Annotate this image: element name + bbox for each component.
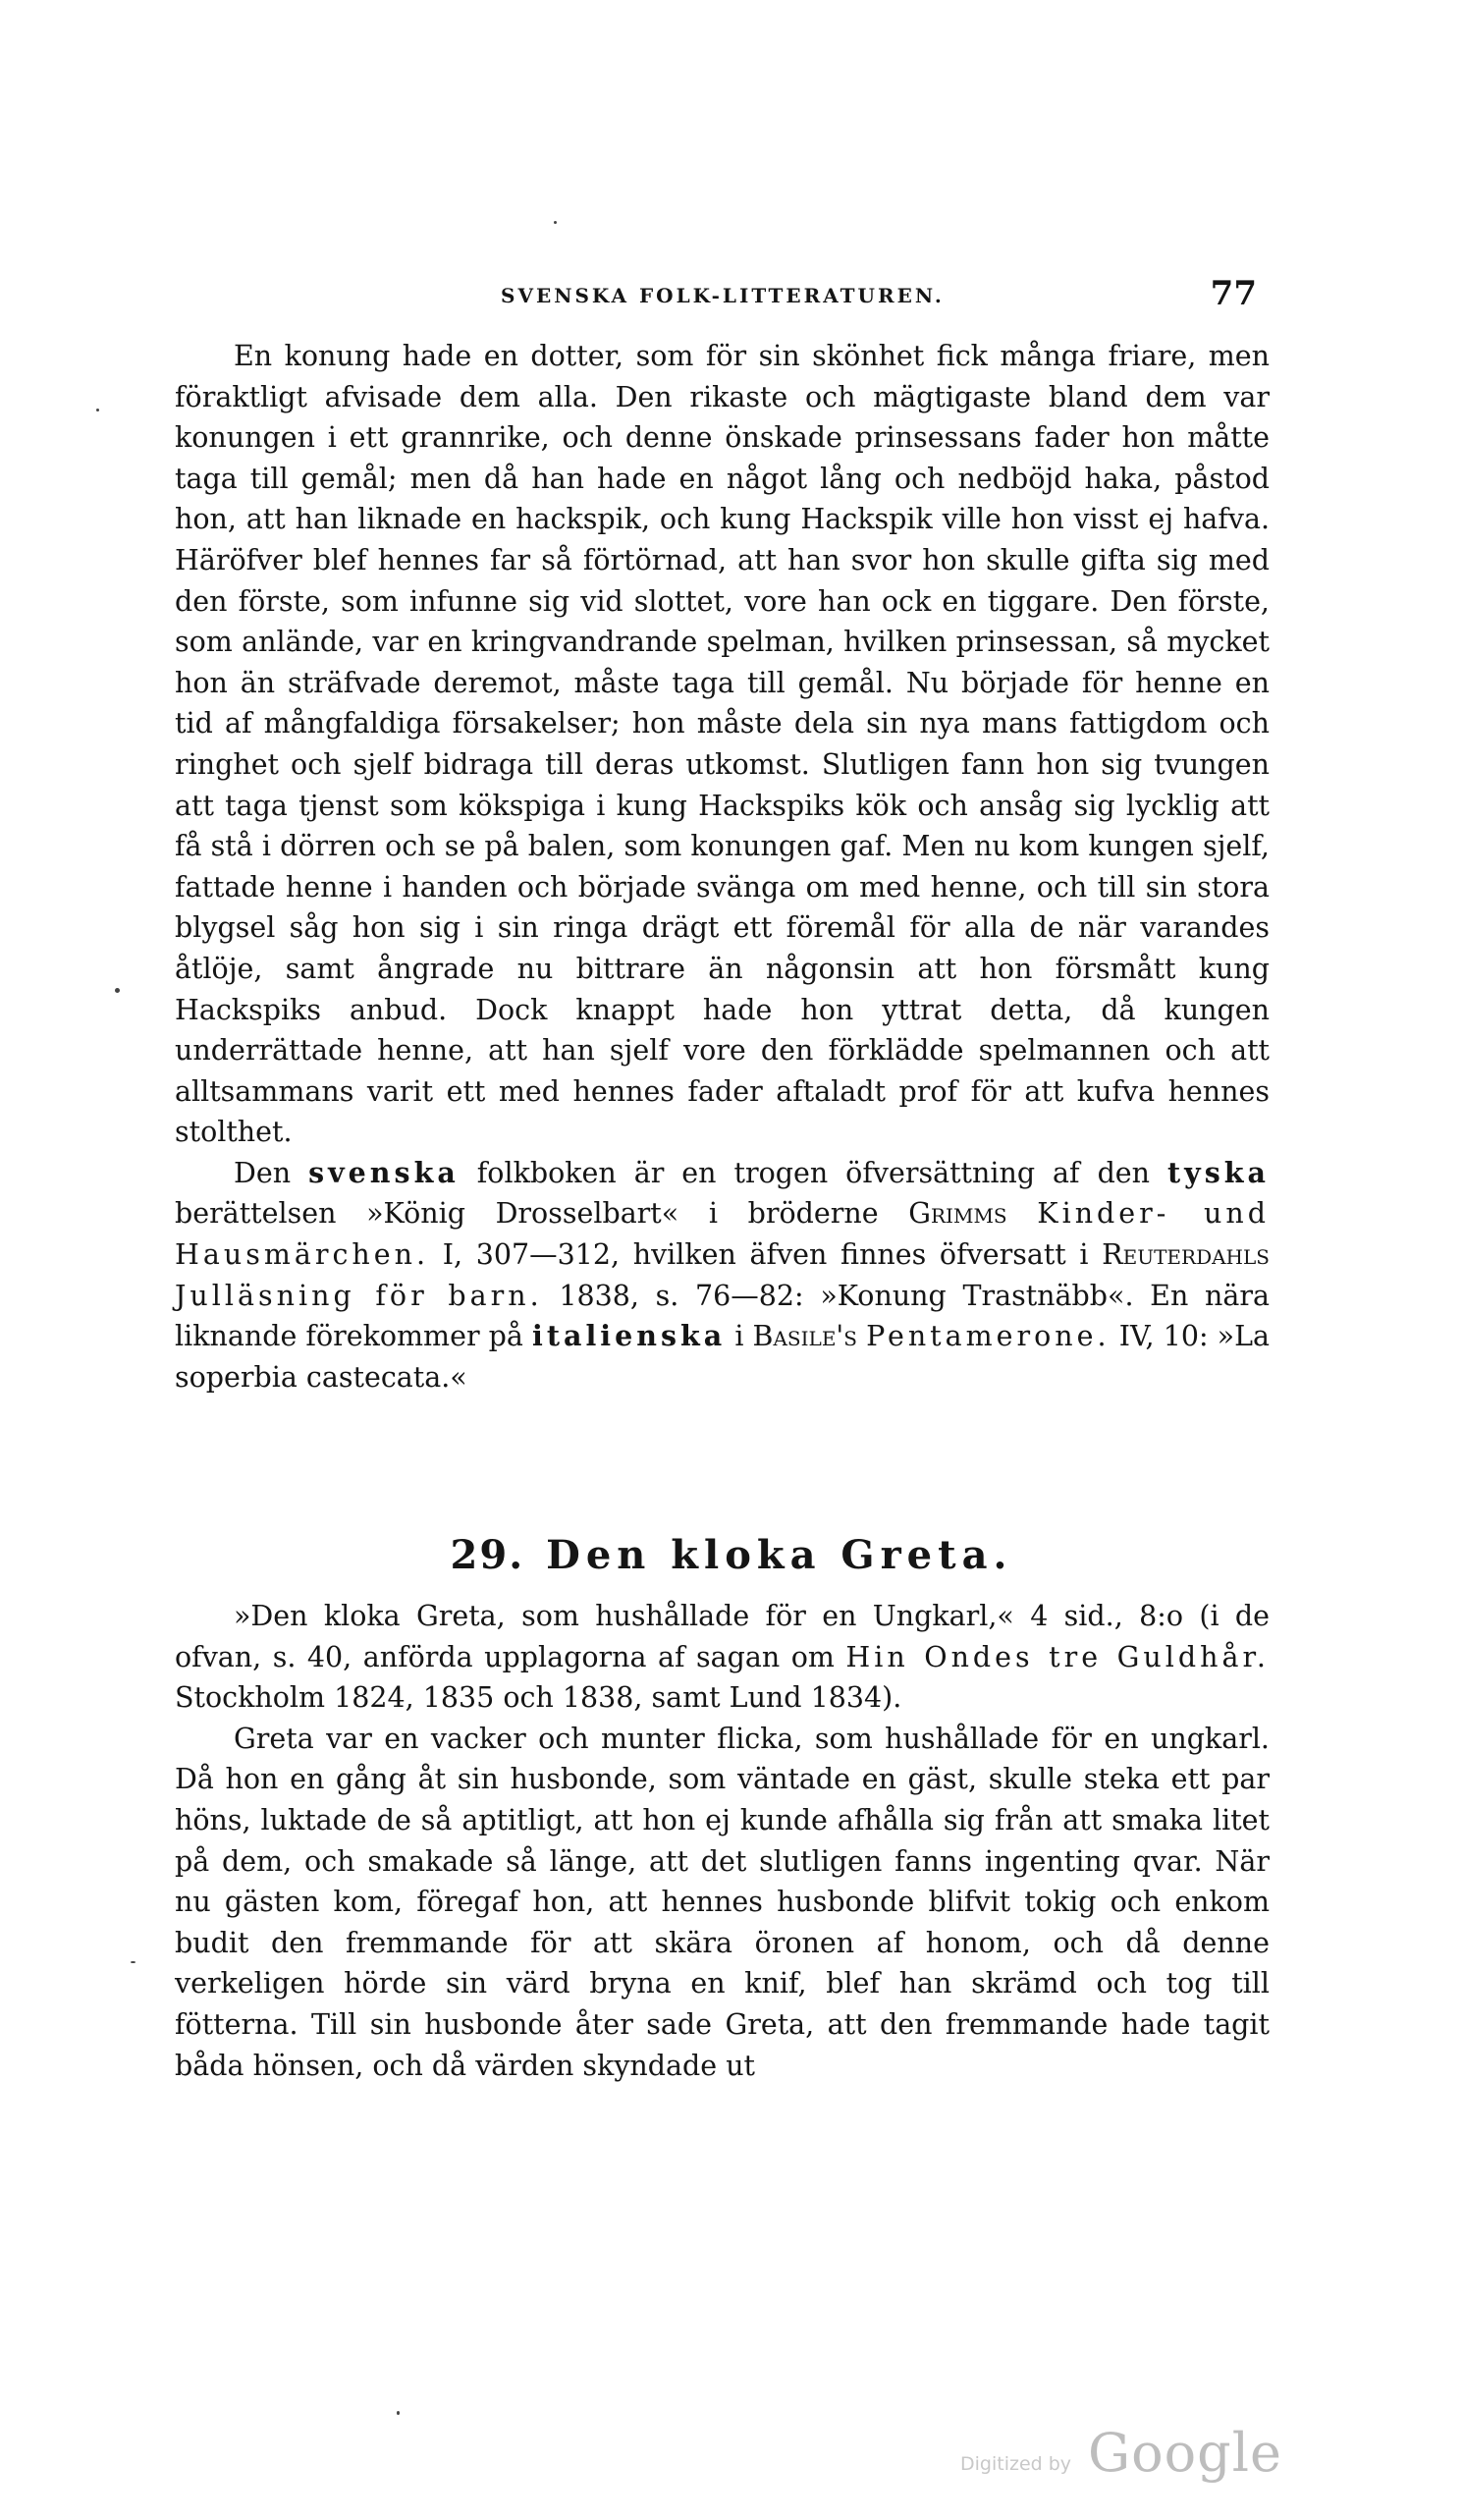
author-basile: Basile's [752,1320,857,1353]
author-reuterdahl: Reuterdahls [1102,1238,1270,1272]
watermark-caption: Digitized by [960,2453,1072,2475]
emphasis-italienska: italienska [532,1319,727,1353]
body-text-block [175,1596,1270,2086]
text-run: Stockholm 1824, 1835 och 1838, samt Lund 1834). [175,1681,902,1715]
text-run: IV, 10: »La soperbia castecata.« [175,1320,1271,1394]
print-speck [554,221,557,224]
work-title-pentamerone: Pentamerone. [866,1320,1111,1353]
paragraph-sources [175,1153,1270,1398]
print-speck [397,2411,400,2415]
running-head [177,274,1276,317]
text-run [1007,1197,1038,1230]
text-run: Den [234,1156,309,1189]
work-title-hin-ondes: Hin Ondes tre Guldhår. [845,1640,1270,1673]
digitized-watermark [960,2424,1284,2493]
text-run: folkboken är en trogen öfversättning af den [459,1156,1168,1189]
section-title: Den kloka Greta. [546,1532,1013,1578]
emphasis-svenska: svenska [308,1155,460,1189]
section-heading [0,1532,1463,1578]
text-run: I, 307—312, hvilken äfven finnes öfversatt i [429,1238,1103,1272]
page-number: 77 [1210,274,1257,313]
work-title-khm: Kinder- und Hausmärchen. [175,1197,1271,1272]
emphasis-tyska: tyska [1167,1155,1270,1189]
paragraph-edition [175,1596,1270,1719]
google-logo: Google [1088,2422,1282,2484]
print-speck [115,988,120,993]
work-title-jullasning: Julläsning för barn. [175,1279,543,1312]
text-run: 1838, s. 76—82: »Konung Trastnäbb«. En nära liknande förekommer på [175,1279,1270,1353]
running-title: SVENSKA FOLK-LITTERATUREN. [501,284,945,307]
text-run [857,1320,866,1352]
text-run: »Den kloka Greta, som hushållade för en Ungkarl,« 4 sid., 8:o (i de ofvan, s. 40, anförda upplagorna af sagan om [175,1600,1270,1673]
paragraph-summary: En konung hade en dotter, som för sin skönhet fick många friare, men föraktligt afvisade dem alla. Den rikaste och mägtigaste bland dem var konungen i ett grannrike, och denne önskade prinsessans fader hon måtte taga till gemål; men då han hade en något lång och nedböjd haka, påstod hon, att han liknade en hackspik, och kung Hackspik ville hon visst ej hafva. Häröfver blef hennes far så förtörnad, att han svor hon skulle gifta sig med den förste, som infunne sig vid slottet, vore han ock en tiggare. Den förste, som anlände, var en kringvandrande spelman, hvilken prinsessan, så mycket hon än sträfvade deremot, måste taga till gemål. Nu började för henne en tid af mångfaldiga försakelser; hon måste dela sin nya mans fattigdom och ringhet och sjelf bidraga till deras utkomst. Slutligen fann hon sig tvungen att taga tjenst som kökspiga i kung Hackspiks kök och ansåg sig lycklig att få stå i dörren och se på balen, som konungen gaf. Men nu kom kungen sjelf, fattade henne i handen och började svänga om med henne, och till sin stora blygsel såg hon sig i sin ringa drägt ett föremål för alla de när varandes åtlöje, samt ångrade nu bittrare än någonsin att hon försmått kung Hackspiks anbud. Dock knappt hade hon yttrat detta, då kungen underrättade henne, att han sjelf vore den förklädde spelmannen och att alltsammans varit ett med hennes fader aftaladt prof för att kufva hennes stolthet. [175,340,1270,1149]
text-run: berättelsen »König Drosselbart« i bröderne [175,1197,909,1231]
section-number: 29. [450,1532,525,1578]
paragraph-summary: Greta var en vacker och munter flicka, som hushållade för en ungkarl. Då hon en gång åt sin husbonde, som väntade en gäst, skulle steka ett par höns, luktade de så aptitligt, att hon ej kunde afhålla sig från att smaka litet på dem, och smakade så länge, att det slutligen fanns ingenting qvar. När nu gästen kom, föregaf hon, att hennes husbonde blifvit tokig och enkom budit den fremmande för att skära öronen af honom, och då denne verkeligen hörde sin värd bryna en knif, blef han skrämd och tog till fötterna. Till sin husbonde åter sade Greta, att den fremmande hade tagit båda hönsen, och då värden skyndade ut [175,1722,1270,2082]
print-speck [131,1961,135,1963]
author-grimms: Grimms [908,1197,1007,1231]
body-text-block [175,336,1270,1397]
print-speck [96,409,99,411]
text-run: i [726,1320,753,1353]
